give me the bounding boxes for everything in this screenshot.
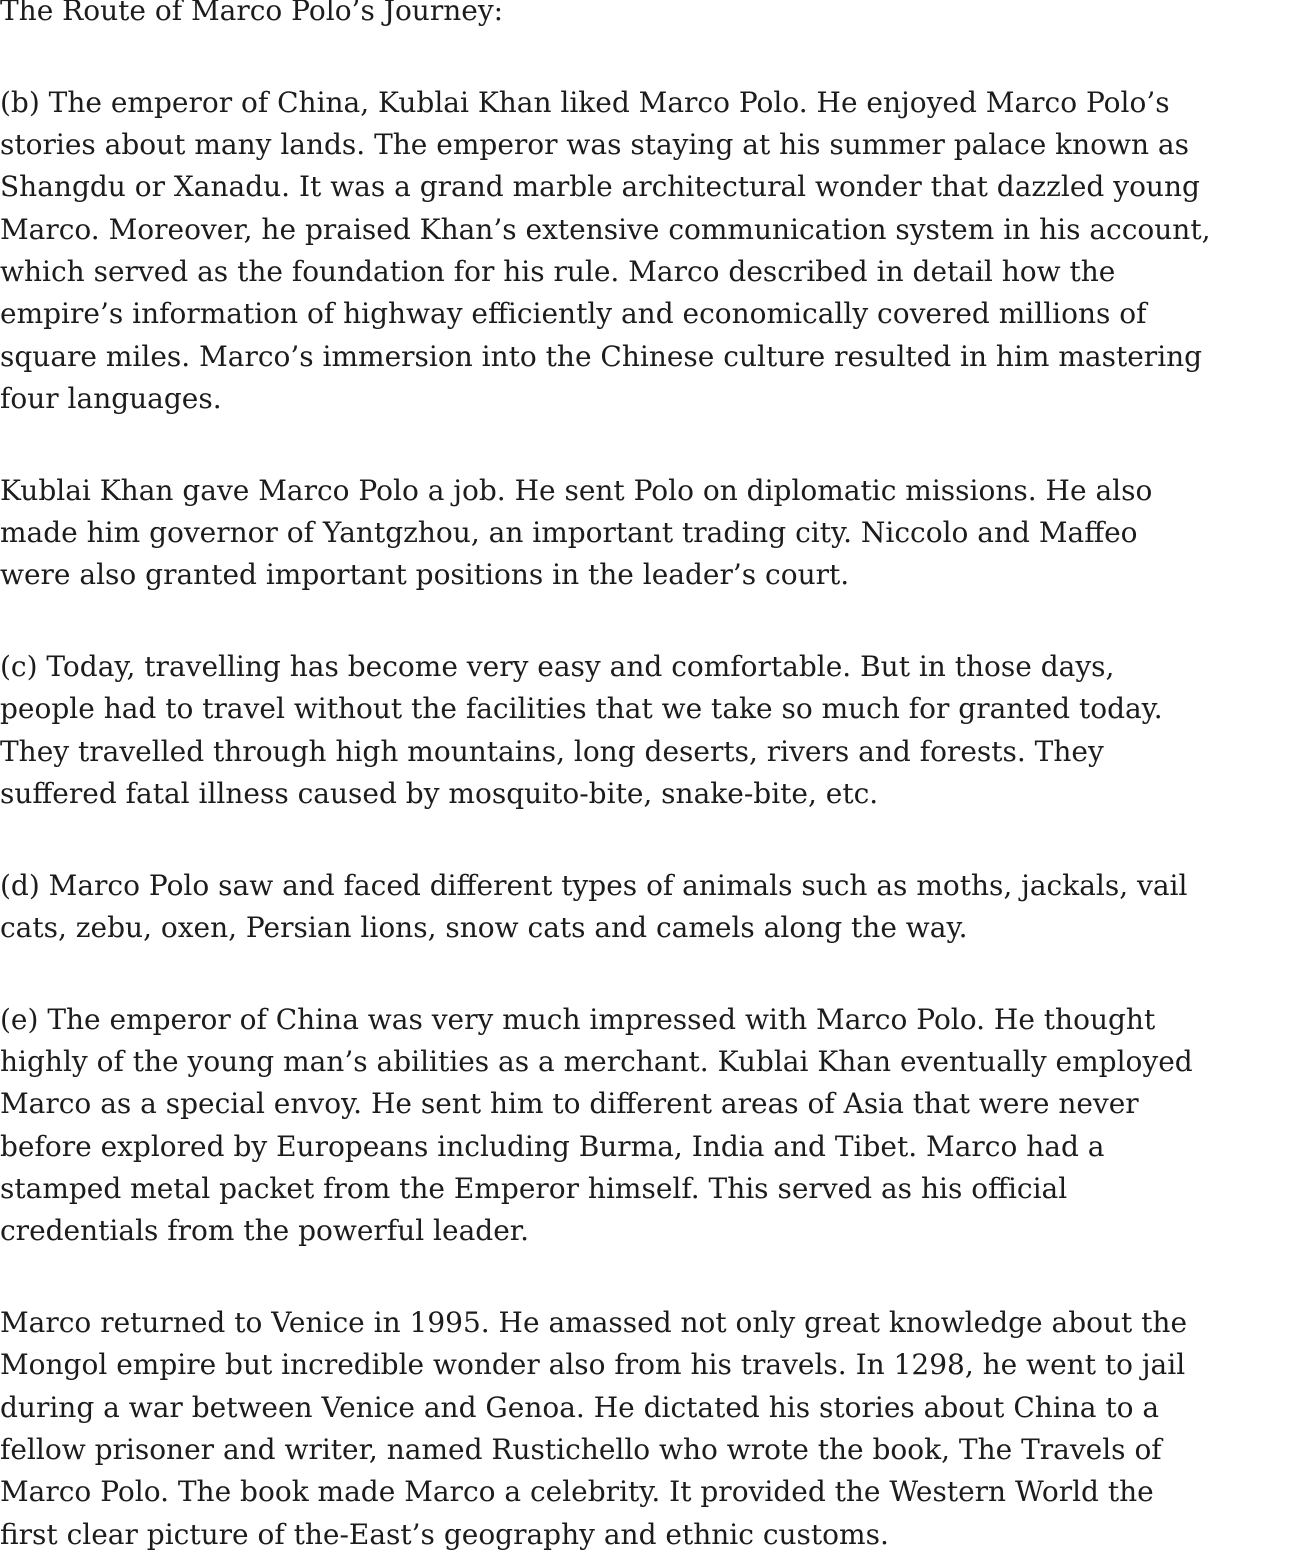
paragraph-line: people had to travel without the facilities that we take so much for granted today. <box>0 692 1163 726</box>
paragraph-line: square miles. Marco’s immersion into the Chinese culture resulted in him mastering <box>0 339 1203 373</box>
paragraph-line: Kublai Khan gave Marco Polo a job. He sent Polo on diplomatic missions. He also <box>0 473 1153 507</box>
paragraph-line: highly of the young man’s abilities as a merchant. Kublai Khan eventually employed <box>0 1045 1193 1079</box>
paragraph-line: Marco Polo. The book made Marco a celebrity. It provided the Western World the <box>0 1475 1154 1509</box>
paragraph-e <box>0 999 1296 1253</box>
paragraph-line: were also granted important positions in the leader’s court. <box>0 558 850 592</box>
paragraph-return-to-venice <box>0 1302 1296 1556</box>
paragraph-line: (c) Today, travelling has become very easy and comfortable. But in those days, <box>0 650 1115 684</box>
paragraph-line: which served as the foundation for his rule. Marco described in detail how the <box>0 254 1116 288</box>
paragraph-gap <box>0 420 1296 470</box>
paragraph-gap <box>0 815 1296 865</box>
document-title: The Route of Marco Polo’s Journey: <box>0 0 504 27</box>
paragraph-line: stamped metal packet from the Emperor himself. This served as his official <box>0 1172 1068 1206</box>
paragraph-line: fellow prisoner and writer, named Rustichello who wrote the book, The Travels of <box>0 1433 1162 1467</box>
paragraph-kublai-job <box>0 470 1296 597</box>
paragraph-b <box>0 82 1296 420</box>
paragraph-line: (d) Marco Polo saw and faced different types of animals such as moths, jackals, vail <box>0 868 1188 902</box>
paragraph-line: (e) The emperor of China was very much impressed with Marco Polo. He thought <box>0 1002 1156 1036</box>
paragraph-line: Mongol empire but incredible wonder also from his travels. In 1298, he went to jail <box>0 1348 1186 1382</box>
paragraph-d <box>0 865 1296 950</box>
paragraph-c <box>0 646 1296 815</box>
paragraph-line: cats, zebu, oxen, Persian lions, snow cats and camels along the way. <box>0 911 968 945</box>
paragraph-line: four languages. <box>0 381 222 415</box>
paragraph-line: made him governor of Yantgzhou, an important trading city. Niccolo and Maffeo <box>0 515 1138 549</box>
paragraph-line: Shangdu or Xanadu. It was a grand marble architectural wonder that dazzled young <box>0 170 1200 204</box>
paragraph-line: empire’s information of highway efficiently and economically covered millions of <box>0 297 1147 331</box>
paragraph-line: Marco returned to Venice in 1995. He amassed not only great knowledge about the <box>0 1306 1188 1340</box>
paragraph-line: first clear picture of the-East’s geography and ethnic customs. <box>0 1517 889 1551</box>
paragraph-line: Marco. Moreover, he praised Khan’s extensive communication system in his account, <box>0 212 1211 246</box>
paragraph-line: credentials from the powerful leader. <box>0 1214 529 1248</box>
paragraph-line: suffered fatal illness caused by mosquito-bite, snake-bite, etc. <box>0 776 879 810</box>
paragraph-gap <box>0 949 1296 999</box>
paragraph-line: stories about many lands. The emperor was staying at his summer palace known as <box>0 128 1189 162</box>
paragraph-line: (b) The emperor of China, Kublai Khan liked Marco Polo. He enjoyed Marco Polo’s <box>0 85 1170 119</box>
paragraph-line: They travelled through high mountains, long deserts, rivers and forests. They <box>0 734 1104 768</box>
paragraph-line: Marco as a special envoy. He sent him to different areas of Asia that were never <box>0 1087 1139 1121</box>
paragraph-gap <box>0 32 1296 82</box>
paragraph-gap <box>0 1253 1296 1303</box>
paragraph-line: before explored by Europeans including Burma, India and Tibet. Marco had a <box>0 1129 1105 1163</box>
paragraph-line: during a war between Venice and Genoa. He dictated his stories about China to a <box>0 1390 1160 1424</box>
paragraph-gap <box>0 597 1296 647</box>
